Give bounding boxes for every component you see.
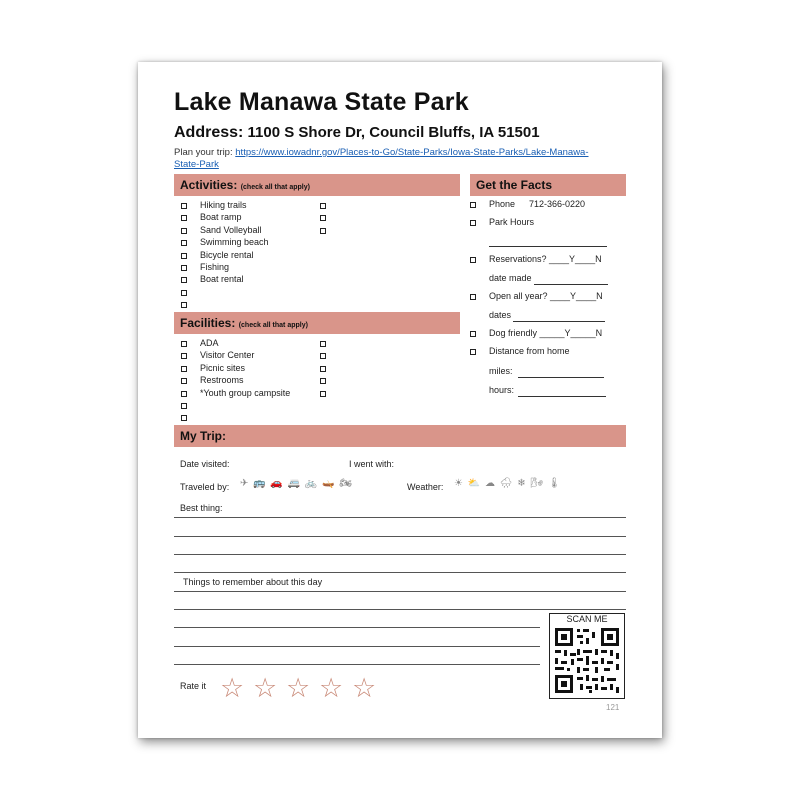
- hours-line[interactable]: [518, 396, 606, 397]
- miles-label: miles:: [489, 366, 513, 376]
- rating-star-1[interactable]: ☆: [220, 673, 245, 703]
- facility-checkbox[interactable]: [181, 341, 187, 347]
- reservations-checkbox[interactable]: [470, 257, 476, 263]
- rating-star-5[interactable]: ☆: [352, 673, 377, 703]
- dates-label: dates: [489, 310, 512, 320]
- address-label: Address:: [174, 124, 244, 141]
- distance-label: Distance from home: [489, 346, 570, 356]
- activity-checkbox[interactable]: [181, 265, 187, 271]
- facts-heading: Get the Facts: [476, 178, 553, 192]
- writing-line[interactable]: [174, 572, 626, 573]
- mytrip-heading: My Trip:: [180, 429, 227, 443]
- activity-checkbox[interactable]: [181, 240, 187, 246]
- facility-label: Visitor Center: [200, 350, 255, 361]
- activity-label: Boat rental: [200, 274, 244, 285]
- mytrip-header: [174, 425, 626, 447]
- writing-line[interactable]: [174, 646, 540, 647]
- qr-label: SCAN ME: [550, 614, 624, 624]
- facility-extra-checkbox[interactable]: [320, 366, 326, 372]
- facility-checkbox[interactable]: [181, 353, 187, 359]
- writing-line[interactable]: [174, 591, 626, 592]
- rating-star-3[interactable]: ☆: [286, 673, 311, 703]
- activity-checkbox[interactable]: [181, 302, 187, 308]
- best-thing-label: Best thing:: [180, 503, 223, 513]
- activity-checkbox[interactable]: [181, 203, 187, 209]
- went-with-label: I went with:: [349, 459, 395, 469]
- park-hours-label: Park Hours: [489, 217, 535, 227]
- activity-checkbox[interactable]: [181, 277, 187, 283]
- writing-line[interactable]: [174, 664, 540, 665]
- hours-label: hours:: [489, 385, 515, 395]
- writing-line[interactable]: [174, 554, 626, 555]
- distance-checkbox[interactable]: [470, 349, 476, 355]
- open-all-year-checkbox[interactable]: [470, 294, 476, 300]
- reservations-label: Reservations? ____Y____N: [489, 254, 602, 264]
- writing-line[interactable]: [174, 536, 626, 537]
- facility-extra-checkbox[interactable]: [320, 353, 326, 359]
- activity-extra-checkbox[interactable]: [320, 228, 326, 234]
- facilities-heading: Facilities:: [180, 316, 236, 330]
- facility-label: Picnic sites: [200, 362, 246, 373]
- qr-code[interactable]: [549, 613, 625, 699]
- activity-label: Hiking trails: [200, 200, 247, 210]
- activities-heading: Activities:: [180, 178, 238, 192]
- travel-mode-icons[interactable]: ✈ 🚌 🚗 🚐 🚲 🛶 🏍: [240, 478, 353, 489]
- dog-friendly-checkbox[interactable]: [470, 331, 476, 337]
- date-made-line[interactable]: [534, 284, 608, 285]
- miles-line[interactable]: [518, 377, 604, 378]
- activity-checkbox[interactable]: [181, 253, 187, 259]
- phone-number: 712-366-0220: [529, 199, 586, 209]
- facilities-header: [174, 312, 460, 334]
- plan-label: Plan your trip:: [174, 147, 233, 158]
- activities-note: (check all that apply): [240, 184, 310, 191]
- park-hours-line[interactable]: [489, 246, 607, 247]
- activities-header: [174, 174, 460, 196]
- activity-label: Bicycle rental: [200, 249, 254, 260]
- phone-checkbox[interactable]: [470, 202, 476, 208]
- facility-extra-checkbox[interactable]: [320, 341, 326, 347]
- dates-line[interactable]: [513, 321, 605, 322]
- page-number: 121: [606, 703, 620, 712]
- traveled-by-label: Traveled by:: [180, 482, 230, 492]
- rate-it-label: Rate it: [180, 681, 207, 691]
- rating-star-4[interactable]: ☆: [319, 673, 344, 703]
- open-all-year-label: Open all year? ____Y____N: [489, 291, 603, 301]
- writing-line[interactable]: [174, 627, 540, 628]
- phone-label: Phone: [489, 199, 516, 209]
- plan-your-trip: [174, 147, 594, 170]
- page-title: Lake Manawa State Park: [174, 88, 469, 116]
- writing-line[interactable]: [174, 517, 626, 518]
- date-visited-label: Date visited:: [180, 459, 230, 469]
- facility-checkbox[interactable]: [181, 391, 187, 397]
- rating-star-2[interactable]: ☆: [253, 673, 278, 703]
- facility-checkbox[interactable]: [181, 366, 187, 372]
- activity-extra-checkbox[interactable]: [320, 203, 326, 209]
- facility-extra-checkbox[interactable]: [320, 391, 326, 397]
- facility-label: Restrooms: [200, 375, 244, 386]
- facility-checkbox[interactable]: [181, 415, 187, 421]
- date-made-label: date made: [489, 273, 532, 283]
- activity-label: Fishing: [200, 262, 230, 272]
- journal-page: [138, 62, 662, 738]
- activity-label: Swimming beach: [200, 237, 269, 248]
- facility-checkbox[interactable]: [181, 403, 187, 409]
- activity-checkbox[interactable]: [181, 215, 187, 221]
- activity-checkbox[interactable]: [181, 228, 187, 234]
- facilities-note: (check all that apply): [238, 322, 308, 329]
- facts-header: [470, 174, 626, 196]
- qr-code-icon: [550, 614, 624, 698]
- remember-label: Things to remember about this day: [183, 577, 323, 587]
- activity-checkbox[interactable]: [181, 290, 187, 296]
- dog-friendly-label: Dog friendly _____Y_____N: [489, 328, 603, 338]
- activity-label: Sand Volleyball: [200, 224, 262, 235]
- activity-label: Boat ramp: [200, 212, 242, 223]
- activity-extra-checkbox[interactable]: [320, 215, 326, 221]
- address-value: 1100 S Shore Dr, Council Bluffs, IA 51501: [247, 124, 540, 141]
- address-line: [174, 124, 540, 142]
- facility-checkbox[interactable]: [181, 378, 187, 384]
- facility-label: *Youth group campsite: [200, 387, 291, 398]
- weather-label: Weather:: [407, 482, 444, 492]
- weather-icons[interactable]: ☀ ⛅ ☁ 🌧 ❄ 🌬 🌡: [454, 478, 562, 489]
- facility-extra-checkbox[interactable]: [320, 378, 326, 384]
- facility-label: ADA: [200, 338, 219, 348]
- writing-line[interactable]: [174, 609, 626, 610]
- park-hours-checkbox[interactable]: [470, 220, 476, 226]
- plan-link[interactable]: https://www.iowadnr.gov/Places-to-Go/State-Parks/Iowa-State-Parks/Lake-Manawa-State-Park: [174, 147, 589, 170]
